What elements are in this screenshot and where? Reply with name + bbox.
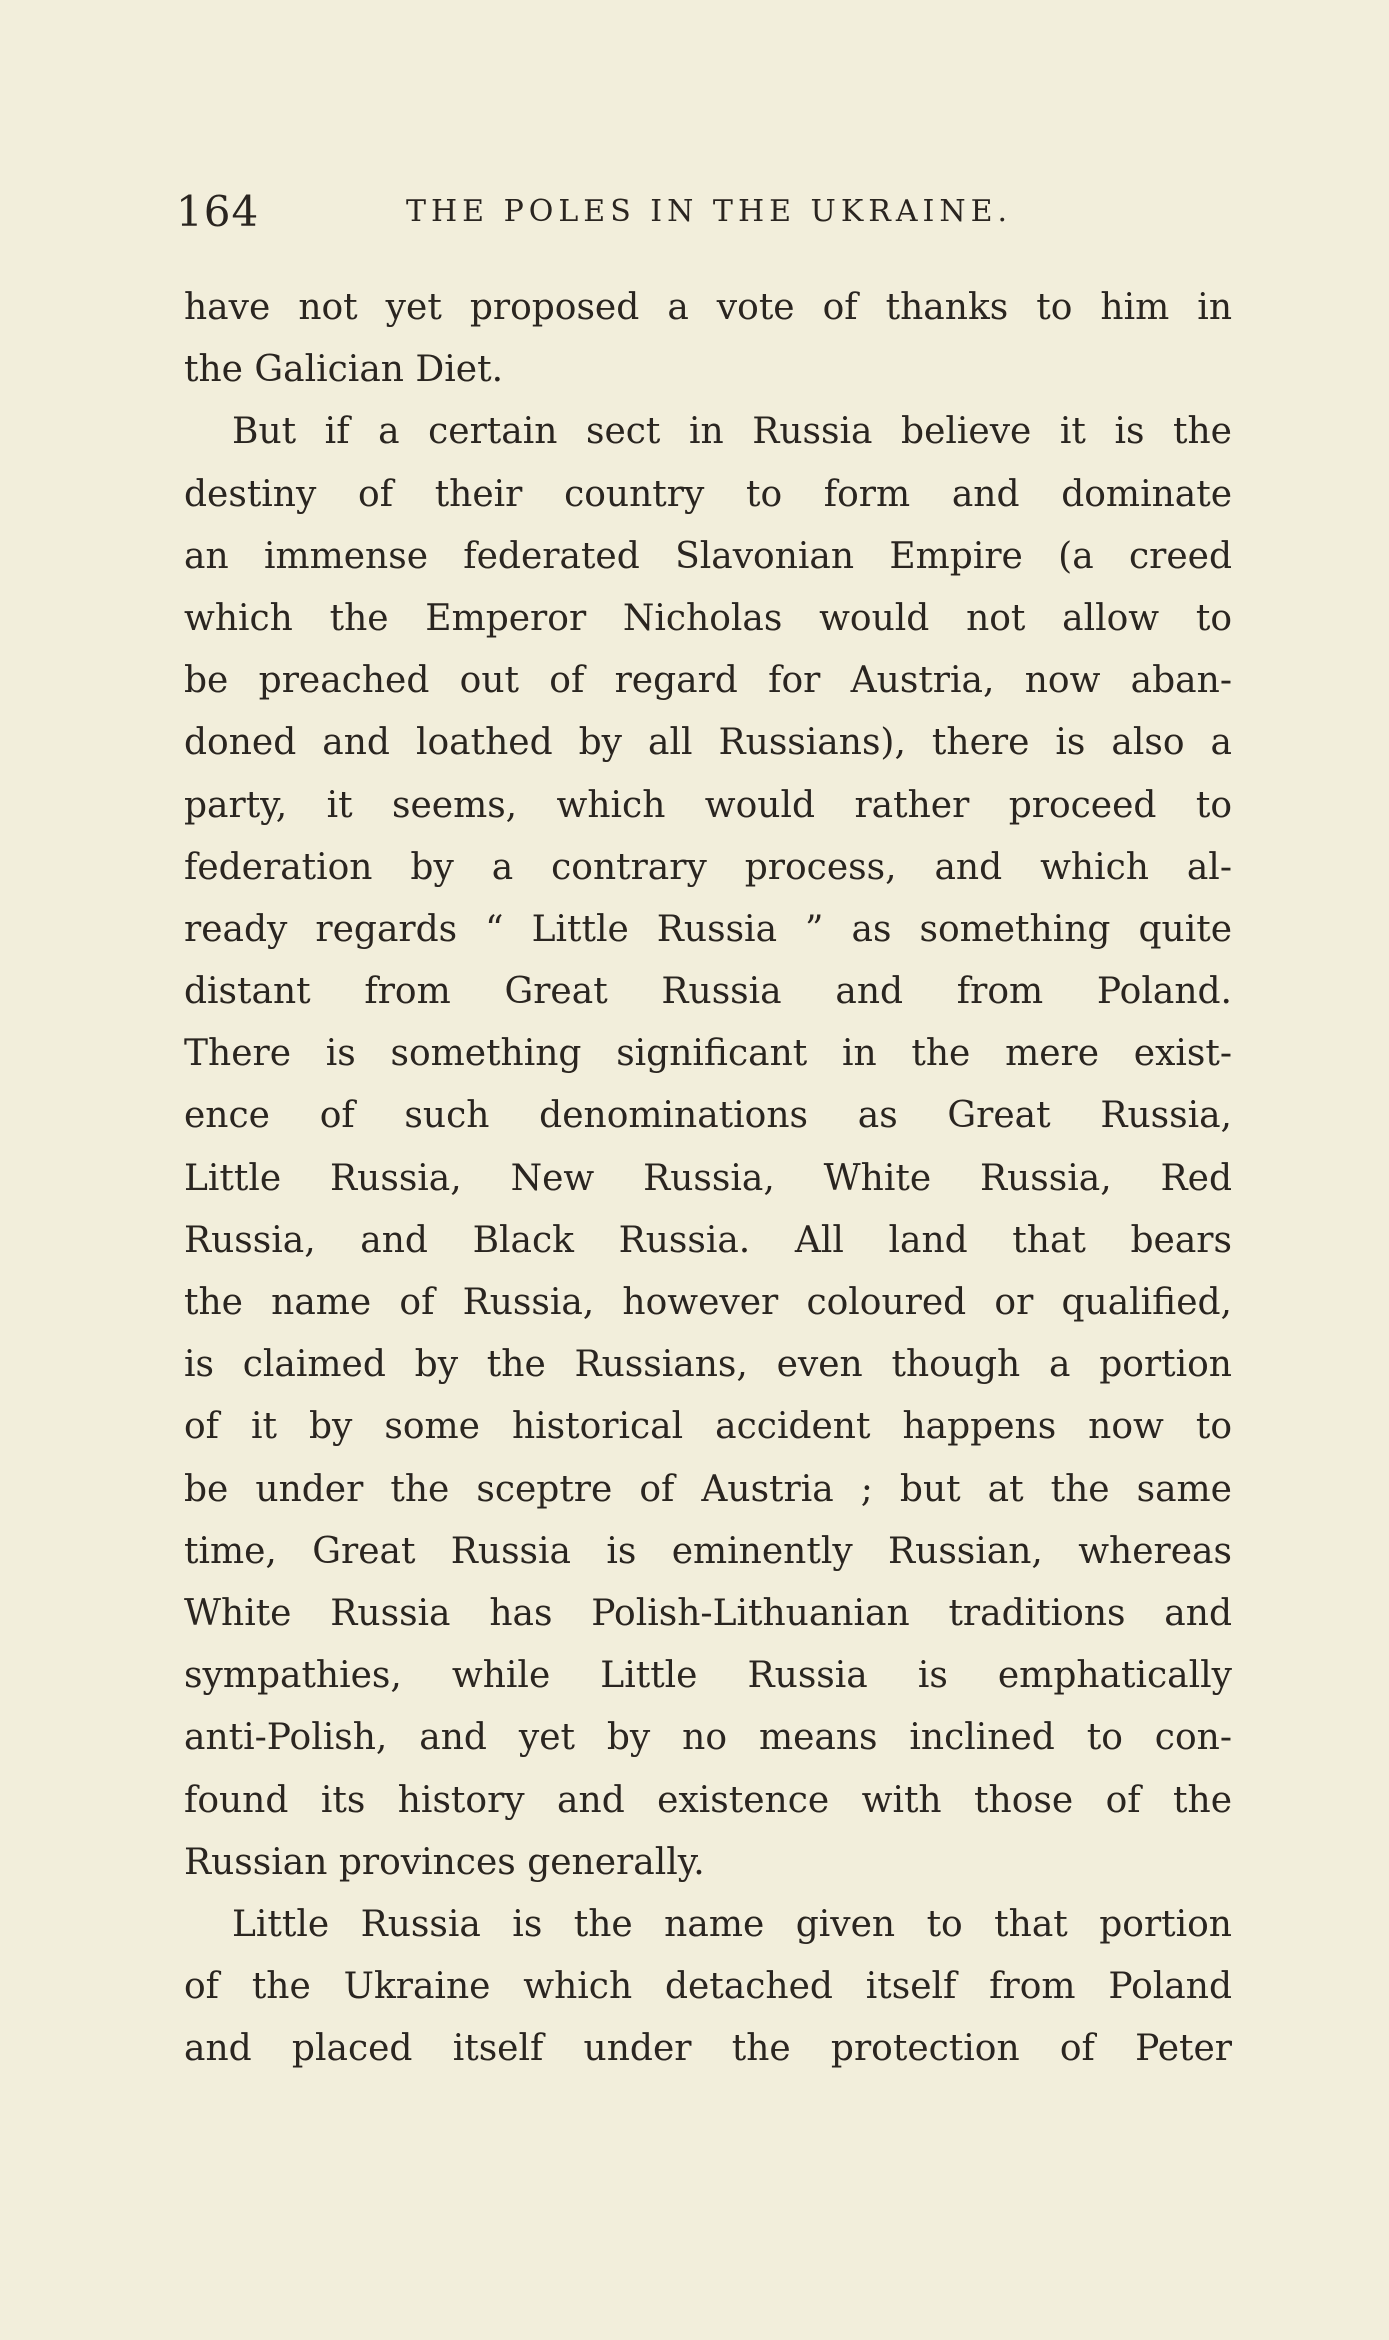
text-line: anti-Polish, and yet by no means inclined to con- <box>184 1717 1232 1759</box>
text-line: federation by a contrary process, and which al- <box>184 846 1232 888</box>
text-line: is claimed by the Russians, even though a portion <box>184 1344 1232 1386</box>
text-line: of the Ukraine which detached itself from Poland <box>184 1966 1232 2008</box>
page-number: 164 <box>176 187 260 236</box>
text-line: ence of such denominations as Great Russia, <box>184 1095 1232 1137</box>
text-line: the name of Russia, however coloured or qualified, <box>184 1282 1232 1323</box>
text-line: which the Emperor Nicholas would not allow to <box>184 597 1232 639</box>
text-line: the Galician Diet. <box>184 349 504 391</box>
text-line: White Russia has Polish-Lithuanian traditions and <box>184 1592 1232 1634</box>
text-line: sympathies, while Little Russia is emphatically <box>184 1655 1232 1697</box>
text-line: of it by some historical accident happens now to <box>184 1406 1232 1448</box>
text-line: time, Great Russia is eminently Russian, whereas <box>184 1530 1232 1572</box>
text-line: Russian provinces generally. <box>184 1841 705 1883</box>
running-head <box>176 182 1236 242</box>
text-line: be under the sceptre of Austria ; but at the same <box>184 1468 1232 1510</box>
text-line: distant from Great Russia and from Poland. <box>184 971 1232 1013</box>
text-line: ready regards “ Little Russia ” as something quite <box>184 908 1232 950</box>
text-line: Russia, and Black Russia. All land that bears <box>184 1219 1232 1261</box>
text-line: doned and loathed by all Russians), there is also a <box>184 722 1232 764</box>
text-line: Little Russia, New Russia, White Russia, Red <box>184 1157 1232 1199</box>
text-line: destiny of their country to form and dominate <box>184 473 1232 515</box>
text-line: an immense federated Slavonian Empire (a creed <box>184 535 1232 577</box>
text-line: party, it seems, which would rather proceed to <box>184 784 1232 826</box>
text-line: and placed itself under the protection of Peter <box>184 2028 1232 2070</box>
running-title: THE POLES IN THE UKRAINE. <box>406 194 1013 229</box>
text-line: have not yet proposed a vote of thanks to him in <box>184 287 1232 328</box>
paragraph-start-line: Little Russia is the name given to that portion <box>232 1903 1232 1945</box>
text-line: be preached out of regard for Austria, now aban- <box>184 660 1232 702</box>
text-line: There is something significant in the mere exist- <box>184 1033 1232 1075</box>
paragraph-start-line: But if a certain sect in Russia believe it is the <box>232 411 1232 453</box>
text-line: found its history and existence with those of the <box>184 1779 1232 1821</box>
body-text <box>184 277 1232 2080</box>
